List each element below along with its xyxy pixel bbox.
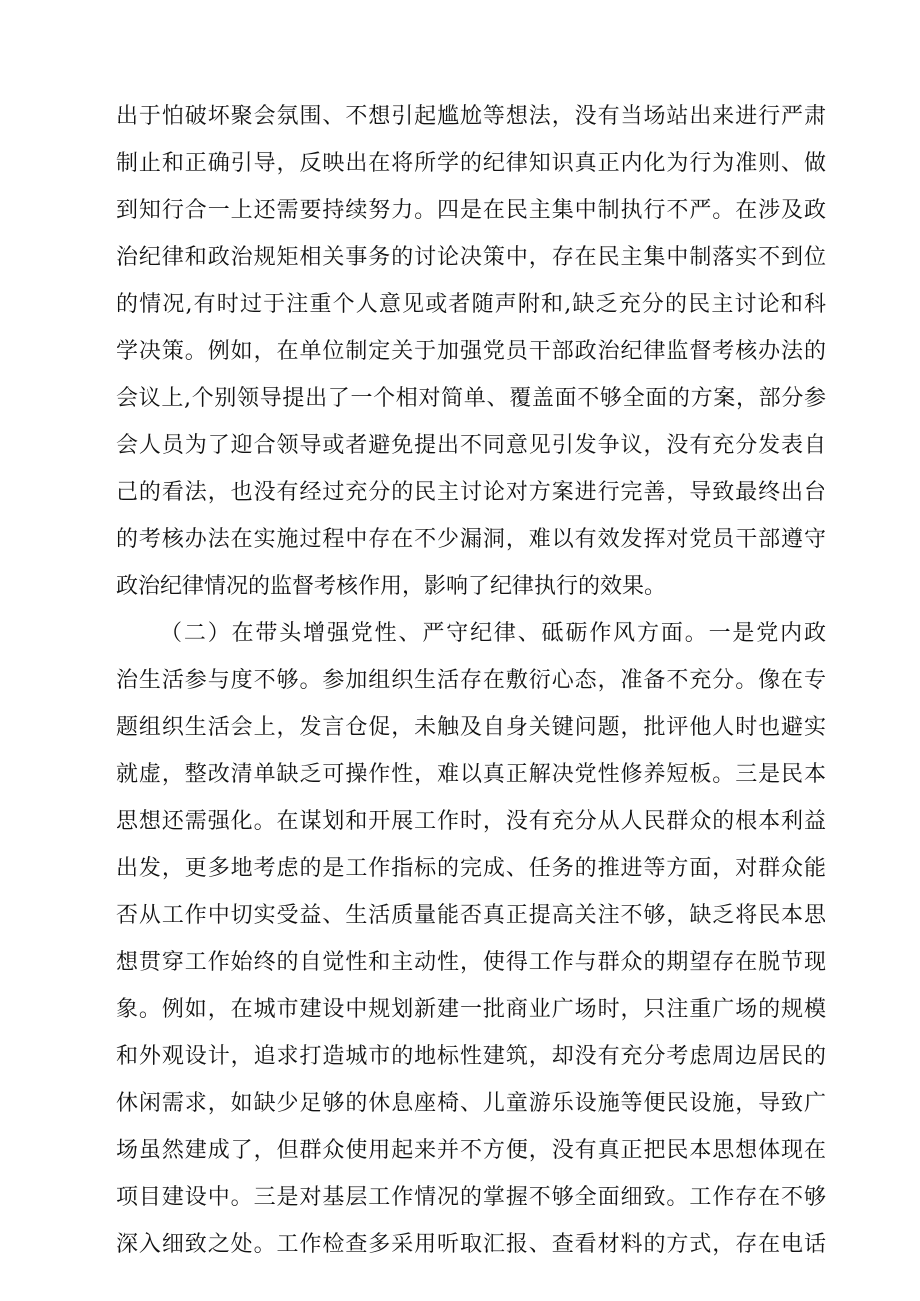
text-line: 到知行合一上还需要持续努力。四是在民主集中制执行不严。在涉及政 [116, 198, 826, 223]
text-line: 出发，更多地考虑的是工作指标的完成、任务的推进等方面，对群众能 [116, 856, 826, 881]
text-line: 制止和正确引导，反映出在将所学的纪律知识真正内化为行为准则、做 [116, 151, 826, 176]
text-line: 休闲需求，如缺少足够的休息座椅、儿童游乐设施等便民设施，导致广 [116, 1091, 826, 1116]
text-line: 象。例如，在城市建设中规划新建一批商业广场时，只注重广场的规模 [116, 997, 826, 1022]
text-line: 的情况,有时过于注重个人意见或者随声附和,缺乏充分的民主讨论和科 [116, 292, 826, 317]
text-line: 场虽然建成了，但群众使用起来并不方便，没有真正把民本思想体现在 [116, 1138, 826, 1163]
text-line: 会议上,个别领导提出了一个相对简单、覆盖面不够全面的方案，部分参 [116, 386, 826, 411]
section-heading-line: （二）在带头增强党性、严守纪律、砥砺作风方面。一是党内政 [160, 621, 826, 646]
text-line: 的考核办法在实施过程中存在不少漏洞，难以有效发挥对党员干部遵守 [116, 527, 826, 552]
text-line: 出于怕破坏聚会氛围、不想引起尴尬等想法，没有当场站出来进行严肃 [116, 104, 826, 129]
text-line: 学决策。例如，在单位制定关于加强党员干部政治纪律监督考核办法的 [116, 339, 826, 364]
text-line: 题组织生活会上，发言仓促，未触及自身关键问题，批评他人时也避实 [116, 715, 826, 740]
text-line: 政治纪律情况的监督考核作用，影响了纪律执行的效果。 [116, 574, 667, 599]
text-line: 想贯穿工作始终的自觉性和主动性，使得工作与群众的期望存在脱节现 [116, 950, 826, 975]
text-line: 和外观设计，追求打造城市的地标性建筑，却没有充分考虑周边居民的 [116, 1044, 826, 1069]
text-line: 项目建设中。三是对基层工作情况的掌握不够全面细致。工作存在不够 [116, 1185, 826, 1210]
text-line: 治生活参与度不够。参加组织生活存在敷衍心态，准备不充分。像在专 [116, 668, 826, 693]
text-line: 思想还需强化。在谋划和开展工作时，没有充分从人民群众的根本利益 [116, 809, 826, 834]
text-line: 深入细致之处。工作检查多采用听取汇报、查看材料的方式，存在电话 [116, 1232, 826, 1257]
text-line: 治纪律和政治规矩相关事务的讨论决策中，存在民主集中制落实不到位 [116, 245, 826, 270]
text-line: 会人员为了迎合领导或者避免提出不同意见引发争议，没有充分发表自 [116, 433, 826, 458]
text-line: 己的看法，也没有经过充分的民主讨论对方案进行完善，导致最终出台 [116, 480, 826, 505]
text-line: 就虚，整改清单缺乏可操作性，难以真正解决党性修养短板。三是民本 [116, 762, 826, 787]
text-line: 否从工作中切实受益、生活质量能否真正提高关注不够，缺乏将民本思 [116, 903, 826, 928]
